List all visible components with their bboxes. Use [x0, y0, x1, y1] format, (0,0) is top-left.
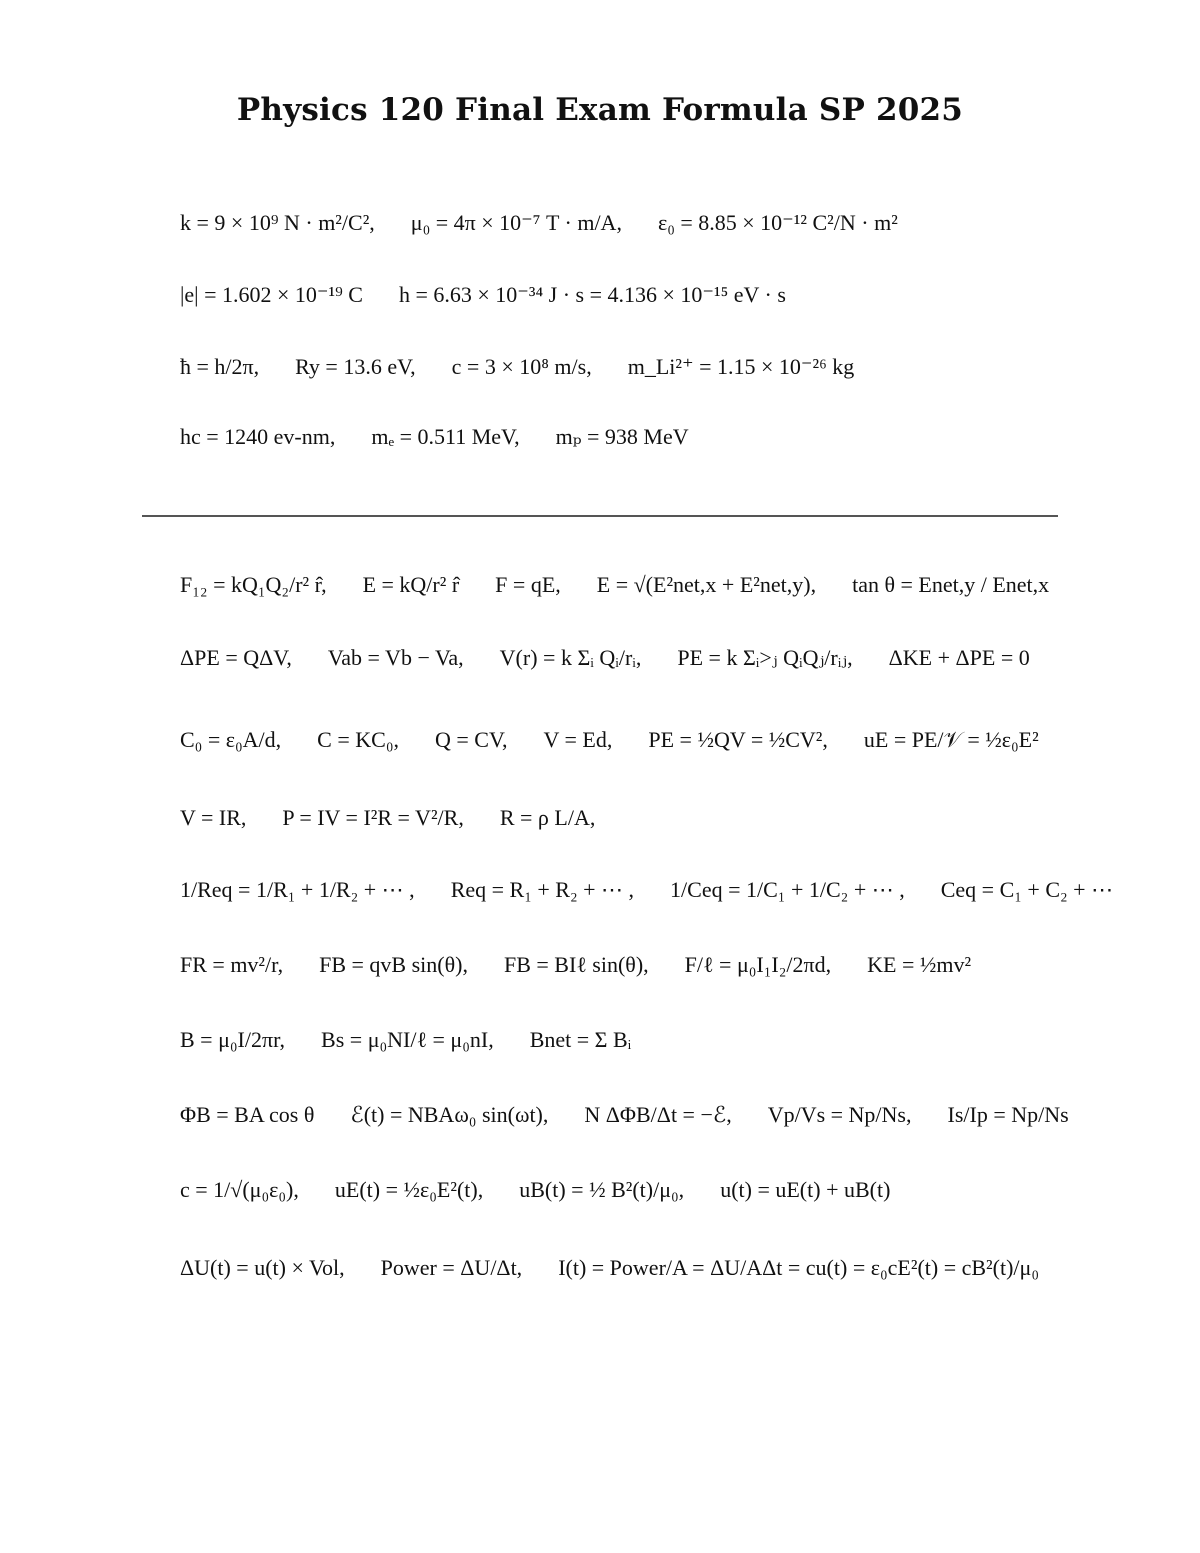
formula-energy-volume: ΔU(t) = u(t) × Vol, — [180, 1254, 345, 1280]
formula-wire-field: B = μ₀I/2πr, — [180, 1026, 286, 1052]
constant-planck: h = 6.63 × 10⁻³⁴ J · s = 4.136 × 10⁻¹⁵ eV · s — [398, 281, 786, 307]
formula-pe-sum: PE = k Σᵢ>ⱼ QᵢQⱼ/rᵢⱼ, — [677, 644, 853, 670]
formula-uniform-field: V = Ed, — [543, 726, 613, 752]
formula-parallel-capacitors: Ceq = C₁ + C₂ + ⋯ — [940, 876, 1114, 902]
formula-row-9 — [180, 1175, 1190, 1203]
formula-coulomb-force: F₁₂ = kQ₁Q₂/r² r̂, — [180, 571, 327, 597]
formula-capacitance: C₀ = ε₀A/d, — [180, 726, 282, 752]
constant-hc: hc = 1240 ev-nm, — [180, 423, 336, 449]
formula-row-3 — [180, 725, 1190, 753]
formula-capacitor-energy: PE = ½QV = ½CV², — [648, 726, 828, 752]
constant-electron-charge: |e| = 1.602 × 10⁻¹⁹ C — [180, 281, 363, 307]
formula-magnetic-force-wire: FB = BIℓ sin(θ), — [503, 951, 649, 977]
constant-coulomb: k = 9 × 10⁹ N · m²/C², — [180, 209, 375, 235]
formula-row-4 — [180, 803, 1190, 831]
constant-electron-mass: mₑ = 0.511 MeV, — [371, 423, 520, 449]
formula-series-resistors: Req = R₁ + R₂ + ⋯ , — [450, 876, 635, 902]
formula-row-10 — [180, 1253, 1190, 1281]
formula-transformer-current: Is/Ip = Np/Ns — [947, 1101, 1069, 1127]
constant-light-speed: c = 3 × 10⁸ m/s, — [451, 353, 592, 379]
constants-row-3 — [180, 352, 1190, 380]
formula-row-5 — [180, 875, 1190, 903]
formula-energy-density-e: uE = PE/𝒱 = ½ε₀E² — [863, 726, 1039, 752]
formula-row-6 — [180, 950, 1190, 978]
formula-energy-density-electric: uE(t) = ½ε₀E²(t), — [334, 1176, 484, 1202]
section-divider — [142, 515, 1058, 517]
constant-mu0: μ₀ = 4π × 10⁻⁷ T · m/A, — [410, 209, 622, 235]
formula-row-8 — [180, 1100, 1190, 1128]
formula-transformer-voltage: Vp/Vs = Np/Ns, — [767, 1101, 912, 1127]
formula-parallel-wires: F/ℓ = μ₀I₁I₂/2πd, — [684, 951, 832, 977]
formula-generator-emf: ℰ(t) = NBAω₀ sin(ωt), — [350, 1101, 549, 1127]
formula-delta-pe: ΔPE = QΔV, — [180, 644, 292, 670]
formula-energy-density-magnetic: uB(t) = ½ B²(t)/μ₀, — [519, 1176, 685, 1202]
page-title: Physics 120 Final Exam Formula SP 2025 — [236, 92, 964, 128]
formula-row-1 — [180, 570, 1190, 598]
formula-kinetic-energy: KE = ½mv² — [867, 951, 972, 977]
formula-series-capacitors: 1/Ceq = 1/C₁ + 1/C₂ + ⋯ , — [670, 876, 905, 902]
formula-electric-field: E = kQ/r² r̂ — [362, 571, 460, 597]
formula-light-speed: c = 1/√(μ₀ε₀), — [180, 1176, 299, 1202]
constants-row-1 — [180, 208, 1190, 236]
constants-row-4 — [180, 422, 1190, 450]
formula-row-7 — [180, 1025, 1190, 1053]
formula-intensity: I(t) = Power/A = ΔU/AΔt = cu(t) = ε₀cE²(t) = cB²(t)/μ₀ — [558, 1254, 1039, 1280]
constant-li-mass: m_Li²⁺ = 1.15 × 10⁻²⁶ kg — [627, 353, 855, 379]
formula-field-magnitude: E = √(E²net,x + E²net,y), — [596, 571, 817, 597]
formula-force-charge: F = qE, — [495, 571, 561, 597]
formula-net-field: Bnet = Σ Bᵢ — [529, 1026, 632, 1052]
formula-row-2 — [180, 643, 1190, 671]
formula-total-energy-density: u(t) = uE(t) + uB(t) — [720, 1176, 891, 1202]
formula-parallel-resistors: 1/Req = 1/R₁ + 1/R₂ + ⋯ , — [180, 876, 415, 902]
formula-resistivity: R = ρ L/A, — [499, 804, 596, 830]
formula-magnetic-flux: ΦB = BA cos θ — [180, 1101, 315, 1127]
formula-ohms-law: V = IR, — [180, 804, 247, 830]
formula-centripetal: FR = mv²/r, — [180, 951, 284, 977]
formula-solenoid-field: Bs = μ₀NI/ℓ = μ₀nI, — [321, 1026, 494, 1052]
formula-potential-difference: Vab = Vb − Va, — [327, 644, 464, 670]
formula-charge-capacitor: Q = CV, — [434, 726, 508, 752]
constant-rydberg: Ry = 13.6 eV, — [295, 353, 416, 379]
constant-epsilon0: ε₀ = 8.85 × 10⁻¹² C²/N · m² — [657, 209, 898, 235]
formula-field-angle: tan θ = Enet,y / Enet,x — [852, 571, 1050, 597]
constant-proton-mass: mₚ = 938 MeV — [555, 423, 689, 449]
formula-energy-conservation: ΔKE + ΔPE = 0 — [888, 644, 1030, 670]
formula-faraday: N ΔΦB/Δt = −ℰ, — [584, 1101, 732, 1127]
formula-potential-sum: V(r) = k Σᵢ Qᵢ/rᵢ, — [499, 644, 642, 670]
constants-row-2 — [180, 280, 1190, 308]
formula-dielectric: C = KC₀, — [317, 726, 399, 752]
constant-hbar: ħ = h/2π, — [180, 353, 260, 379]
formula-magnetic-force-charge: FB = qvB sin(θ), — [319, 951, 468, 977]
formula-power-energy: Power = ΔU/Δt, — [380, 1254, 523, 1280]
formula-power: P = IV = I²R = V²/R, — [282, 804, 464, 830]
